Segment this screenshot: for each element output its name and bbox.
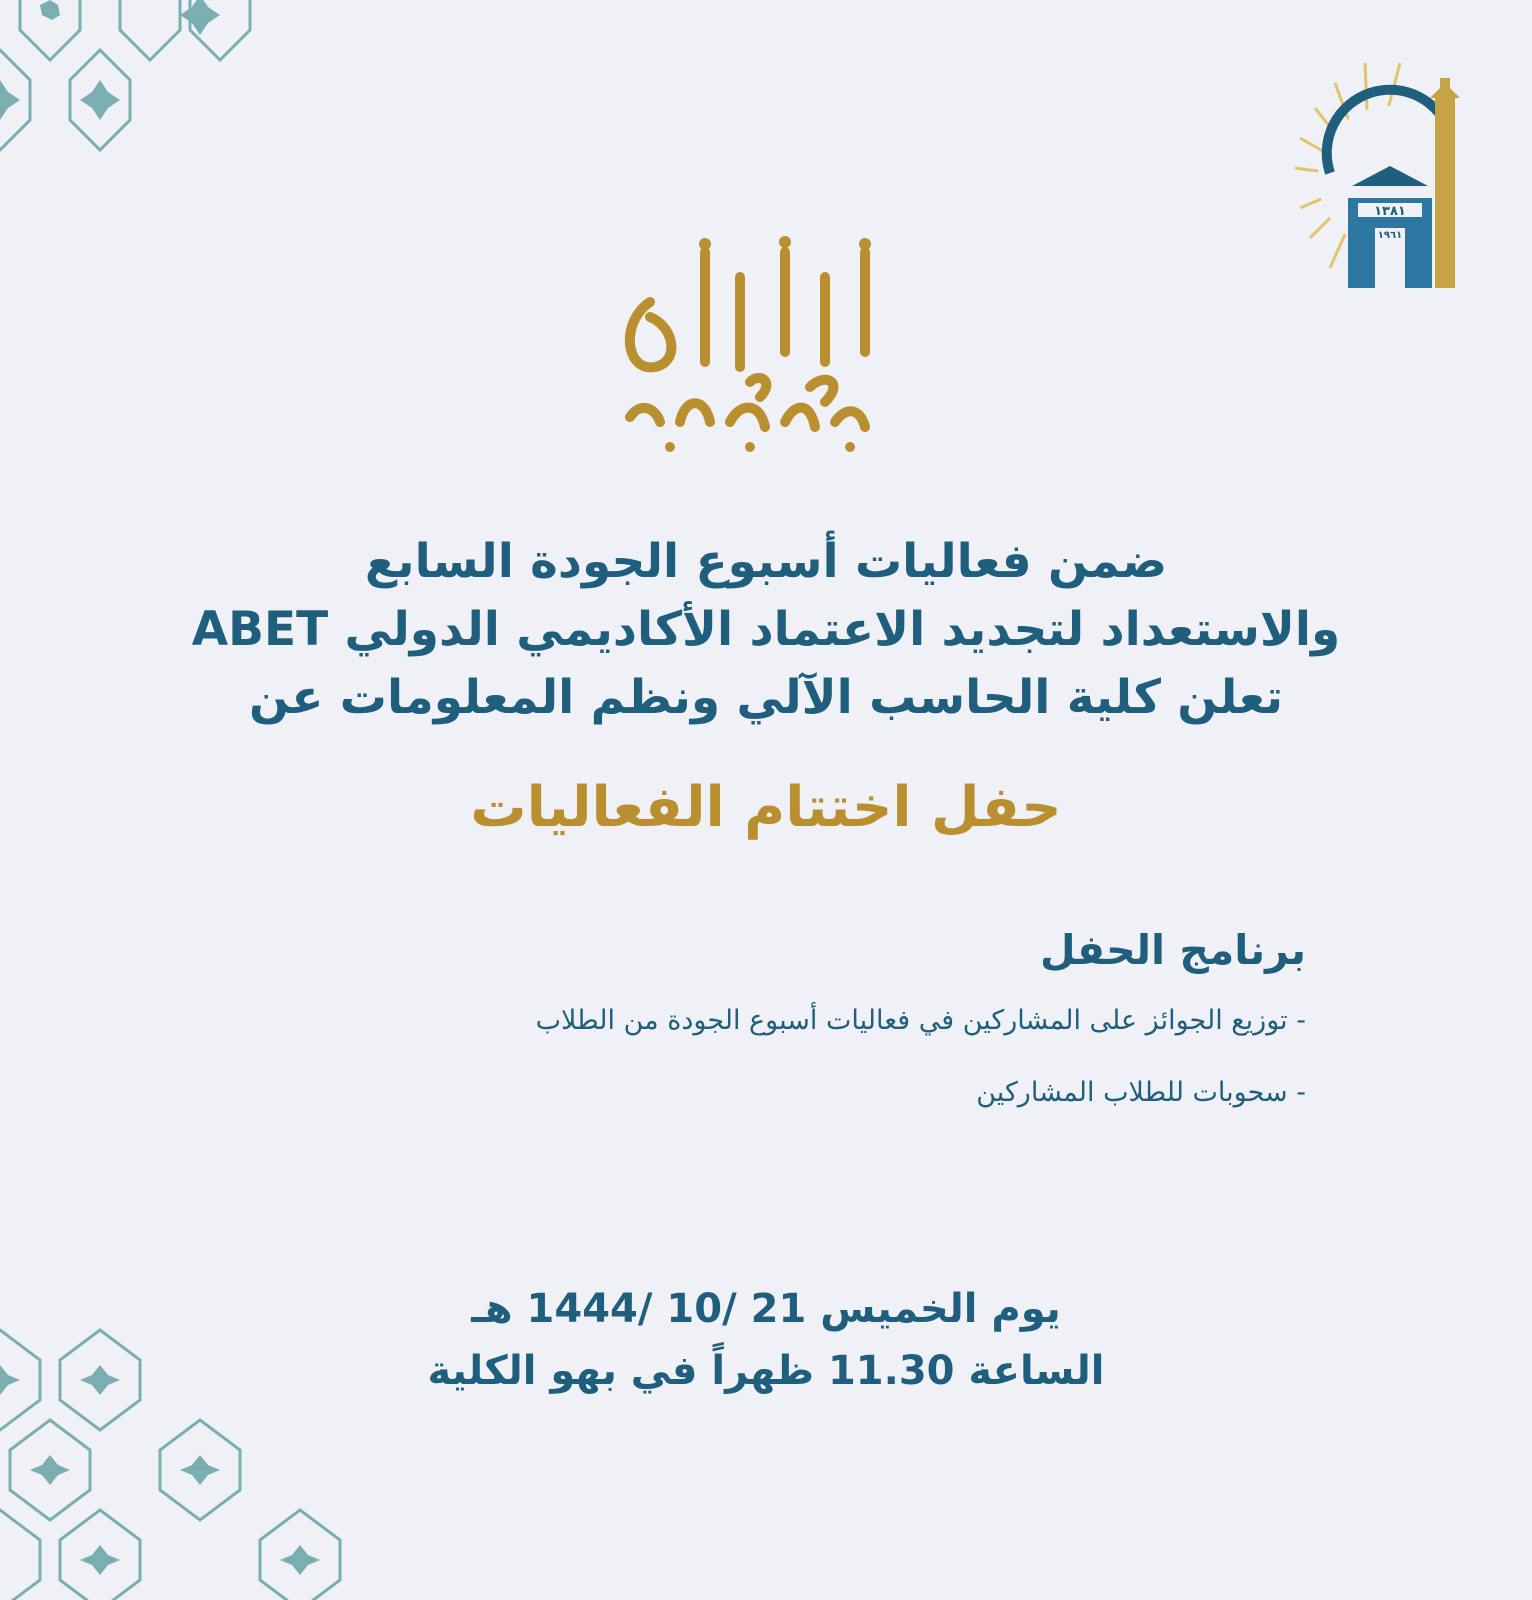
- calligraphy-title-icon: [610, 232, 900, 466]
- intro-line-2: والاستعداد لتجديد الاعتماد الأكاديمي الدولي ABET: [191, 602, 1341, 657]
- logo-year-gregorian: ١٩٦١: [1377, 230, 1403, 241]
- program-section: [206, 920, 1306, 1146]
- intro-line-3: تعلن كلية الحاسب الآلي ونظم المعلومات عن: [249, 670, 1283, 725]
- university-logo: [1290, 58, 1490, 302]
- program-item: - توزيع الجوائز على المشاركين في فعاليات أسبوع الجودة من الطلاب: [535, 1005, 1306, 1036]
- intro-heading: [0, 528, 1532, 732]
- program-item: - سحوبات للطلاب المشاركين: [976, 1077, 1306, 1108]
- program-title: برنامج الحفل: [1040, 926, 1306, 974]
- event-time-place: الساعة 11.30 ظهراً في بهو الكلية: [427, 1348, 1105, 1394]
- event-datetime: [0, 1278, 1532, 1402]
- university-logo-icon: [1290, 58, 1490, 298]
- logo-year-hijri: ١٣٨١: [1374, 204, 1406, 219]
- intro-line-1: ضمن فعاليات أسبوع الجودة السابع: [364, 534, 1168, 589]
- event-date: يوم الخميس 21 /10 /1444 هـ: [471, 1286, 1061, 1332]
- top-left-ornament-icon: [0, 0, 260, 160]
- calligraphy-title-text: [900, 232, 901, 233]
- event-title: حفل اختتام الفعاليات: [470, 775, 1062, 840]
